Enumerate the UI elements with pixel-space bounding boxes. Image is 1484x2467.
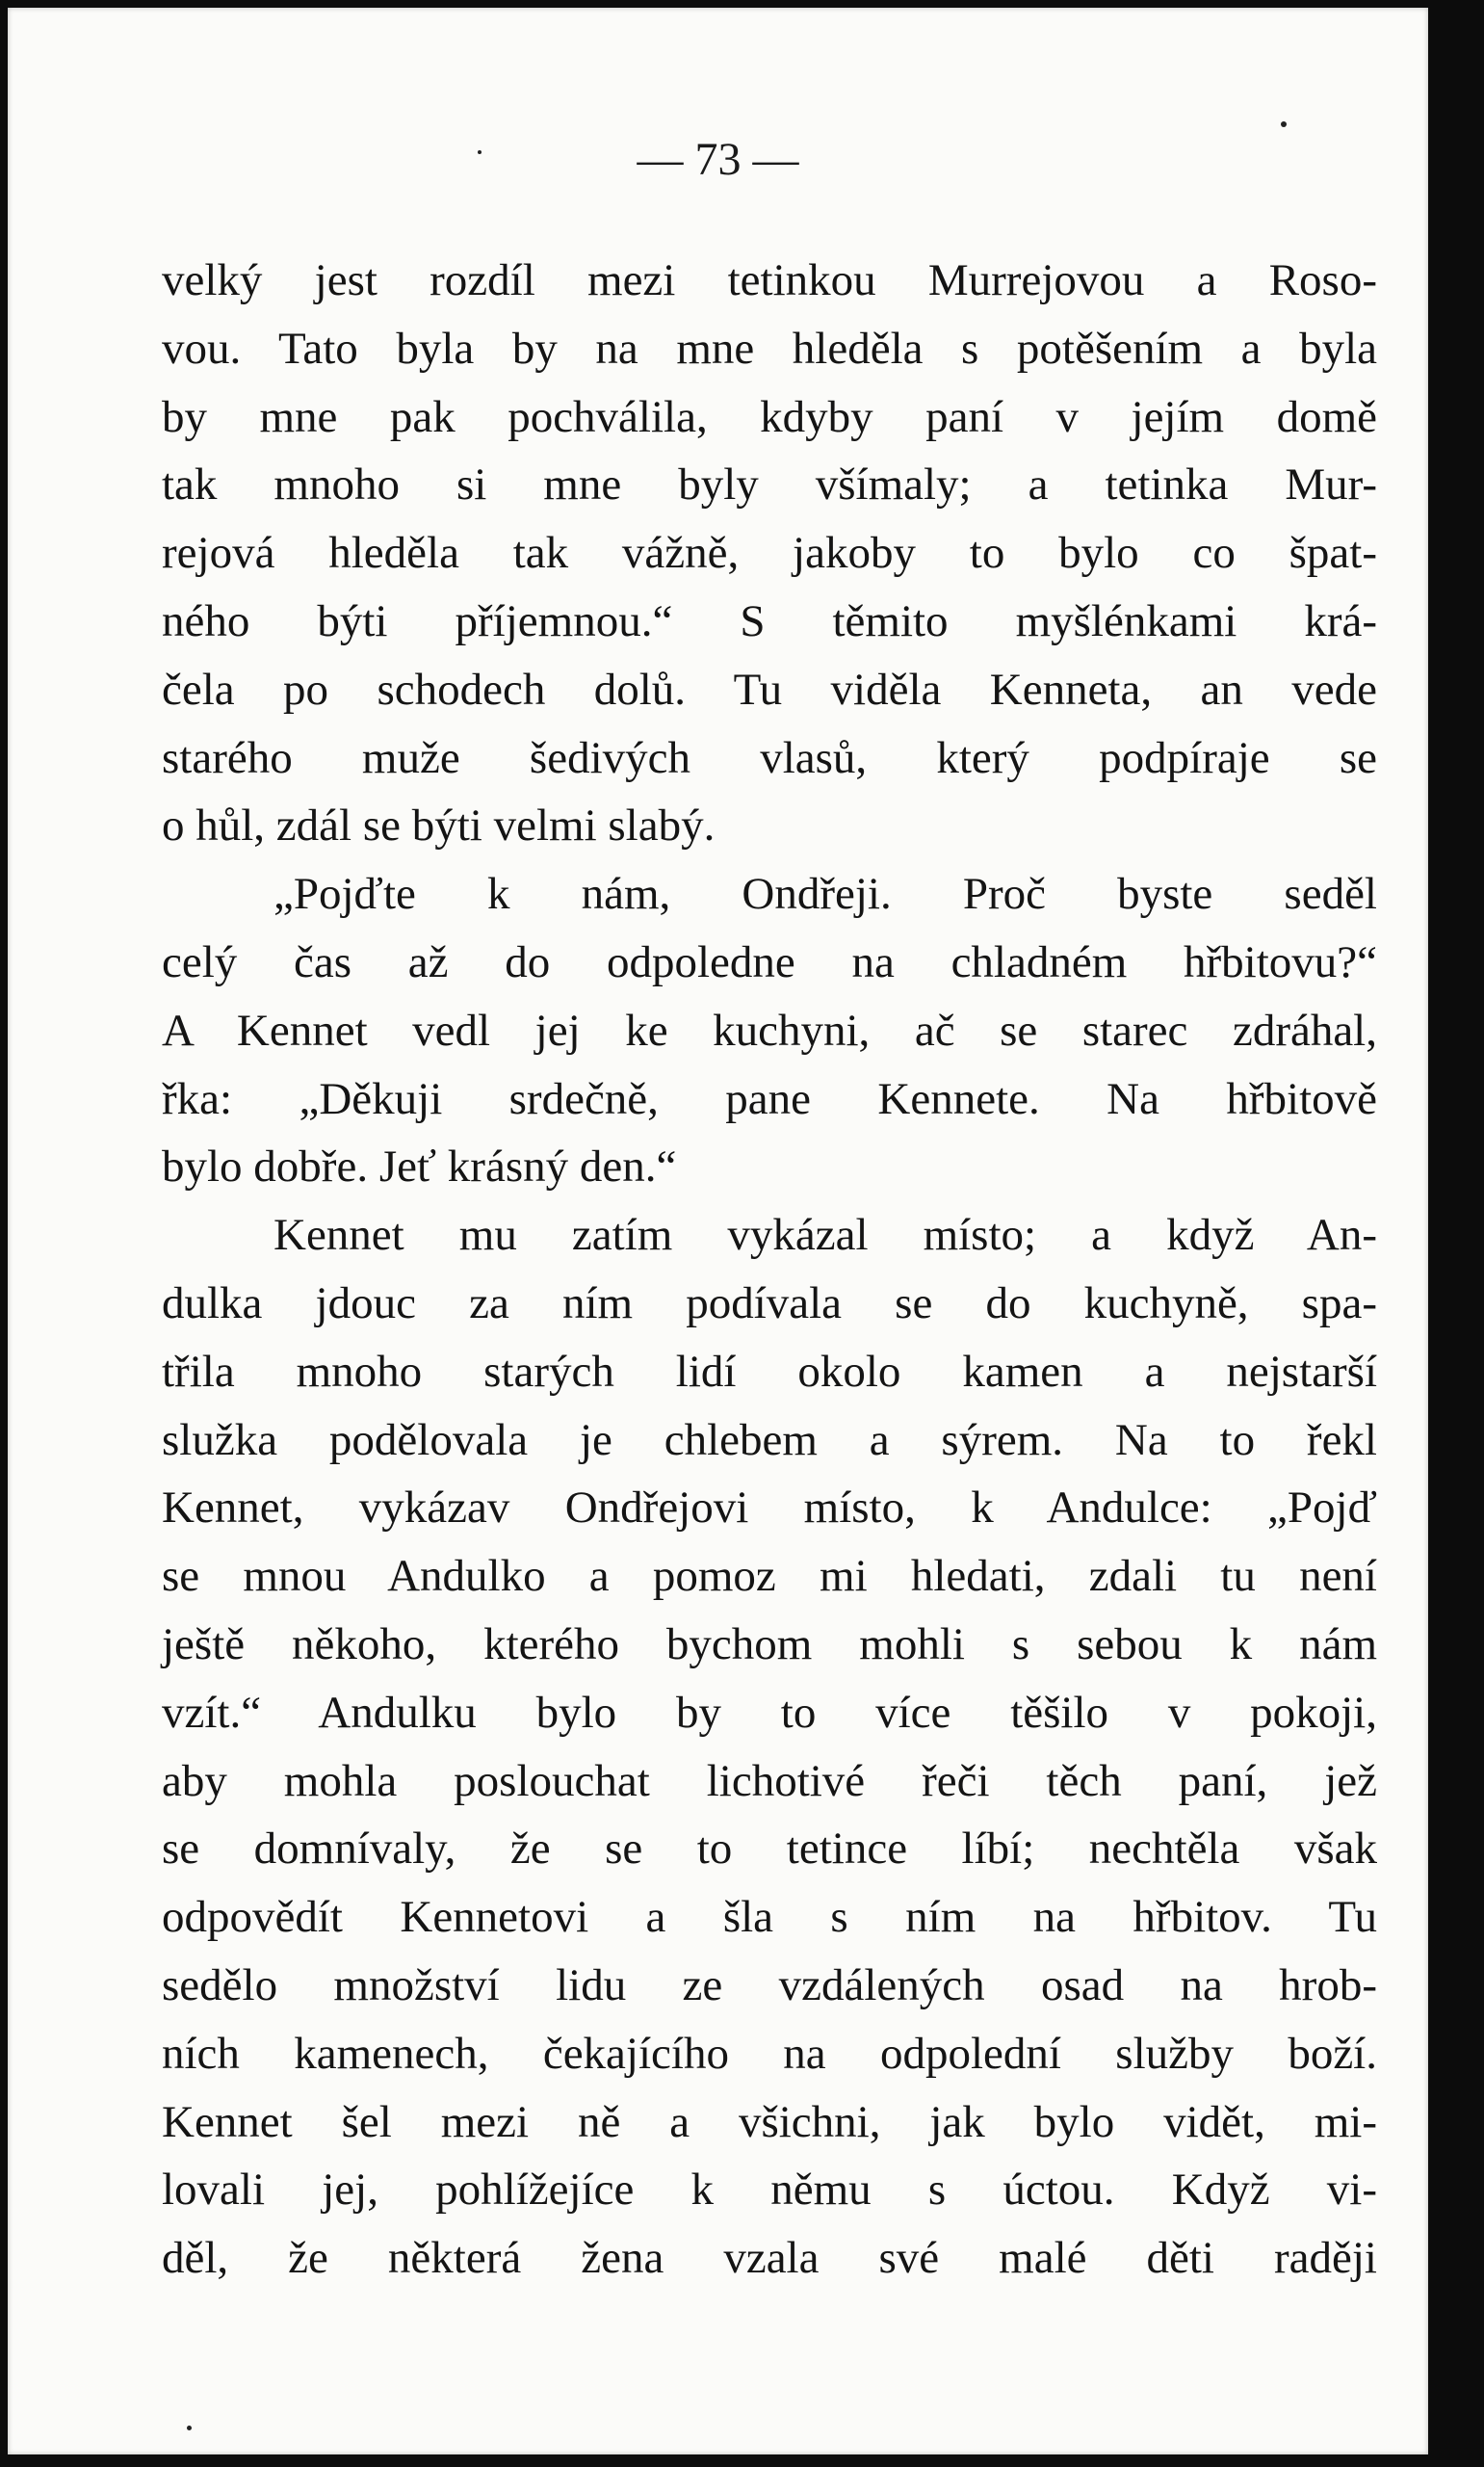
text-line: ného býti příjemnou.“ S těmito myšlénkami krá- bbox=[162, 595, 1377, 646]
print-speck bbox=[187, 2426, 192, 2430]
text-line: lovali jej, pohlížejíce k němu s úctou. Když vi- bbox=[162, 2165, 1377, 2216]
text-line: Kennet mu zatím vykázal místo; a když An- bbox=[273, 1210, 1377, 1261]
page-number: — 73 — bbox=[637, 134, 799, 185]
text-line: děl, že některá žena vzala své malé děti raději bbox=[162, 2233, 1377, 2284]
text-line: rejová hleděla tak vážně, jakoby to bylo co špat- bbox=[162, 528, 1377, 579]
print-speck bbox=[1281, 121, 1287, 127]
text-line: tak mnoho si mne byly všímaly; a tetinka Mur- bbox=[162, 459, 1377, 511]
text-line: ještě někoho, kterého bychom mohli s sebou k nám bbox=[162, 1618, 1377, 1669]
text-line: vzít.“ Andulku bylo by to více těšilo v pokoji, bbox=[162, 1687, 1377, 1738]
text-line: o hůl, zdál se býti velmi slabý. bbox=[162, 800, 716, 852]
body-text bbox=[162, 247, 1377, 2293]
text-line: řka: „Děkuji srdečně, pane Kennete. Na hřbitově bbox=[162, 1073, 1377, 1124]
text-line: celý čas až do odpoledne na chladném hřbitovu?“ bbox=[162, 936, 1377, 987]
text-line: starého muže šedivých vlasů, který podpíraje se bbox=[162, 732, 1377, 783]
text-line: služka podělovala je chlebem a sýrem. Na to řekl bbox=[162, 1414, 1377, 1465]
text-line: se mnou Andulko a pomoz mi hledati, zdali tu není bbox=[162, 1551, 1377, 1602]
text-line: odpovědít Kennetovi a šla s ním na hřbitov. Tu bbox=[162, 1892, 1377, 1943]
text-line: vou. Tato byla by na mne hleděla s potěšením a byla bbox=[162, 323, 1377, 374]
text-line: dulka jdouc za ním podívala se do kuchyně, spa- bbox=[162, 1277, 1377, 1328]
text-line: ních kamenech, čekajícího na odpolední služby boží. bbox=[162, 2028, 1377, 2079]
text-line: by mne pak pochválila, kdyby paní v jejím domě bbox=[162, 391, 1377, 442]
text-line: sedělo množství lidu ze vzdálených osad na hrob- bbox=[162, 1959, 1377, 2010]
text-line: Kennet šel mezi ně a všichni, jak bylo vidět, mi- bbox=[162, 2096, 1377, 2147]
text-line: čela po schodech dolů. Tu viděla Kenneta, an vede bbox=[162, 664, 1377, 715]
print-speck bbox=[478, 150, 482, 154]
text-line: třila mnoho starých lidí okolo kamen a nejstarší bbox=[162, 1346, 1377, 1397]
text-line: „Pojďte k nám, Ondřeji. Proč byste seděl bbox=[273, 869, 1377, 920]
text-line: bylo dobře. Jeť krásný den.“ bbox=[162, 1142, 677, 1193]
text-line: aby mohla poslouchat lichotivé řeči těch paní, jež bbox=[162, 1755, 1377, 1806]
scan-border bbox=[1428, 0, 1484, 2467]
text-line: A Kennet vedl jej ke kuchyni, ač se starec zdráhal, bbox=[162, 1005, 1377, 1056]
text-line: velký jest rozdíl mezi tetinkou Murrejovou a Roso- bbox=[162, 255, 1377, 305]
text-line: se domnívaly, že se to tetince líbí; nechtěla však bbox=[162, 1824, 1377, 1875]
book-page bbox=[8, 8, 1428, 2454]
text-line: Kennet, vykázav Ondřejovi místo, k Andulce: „Pojď bbox=[162, 1483, 1377, 1534]
